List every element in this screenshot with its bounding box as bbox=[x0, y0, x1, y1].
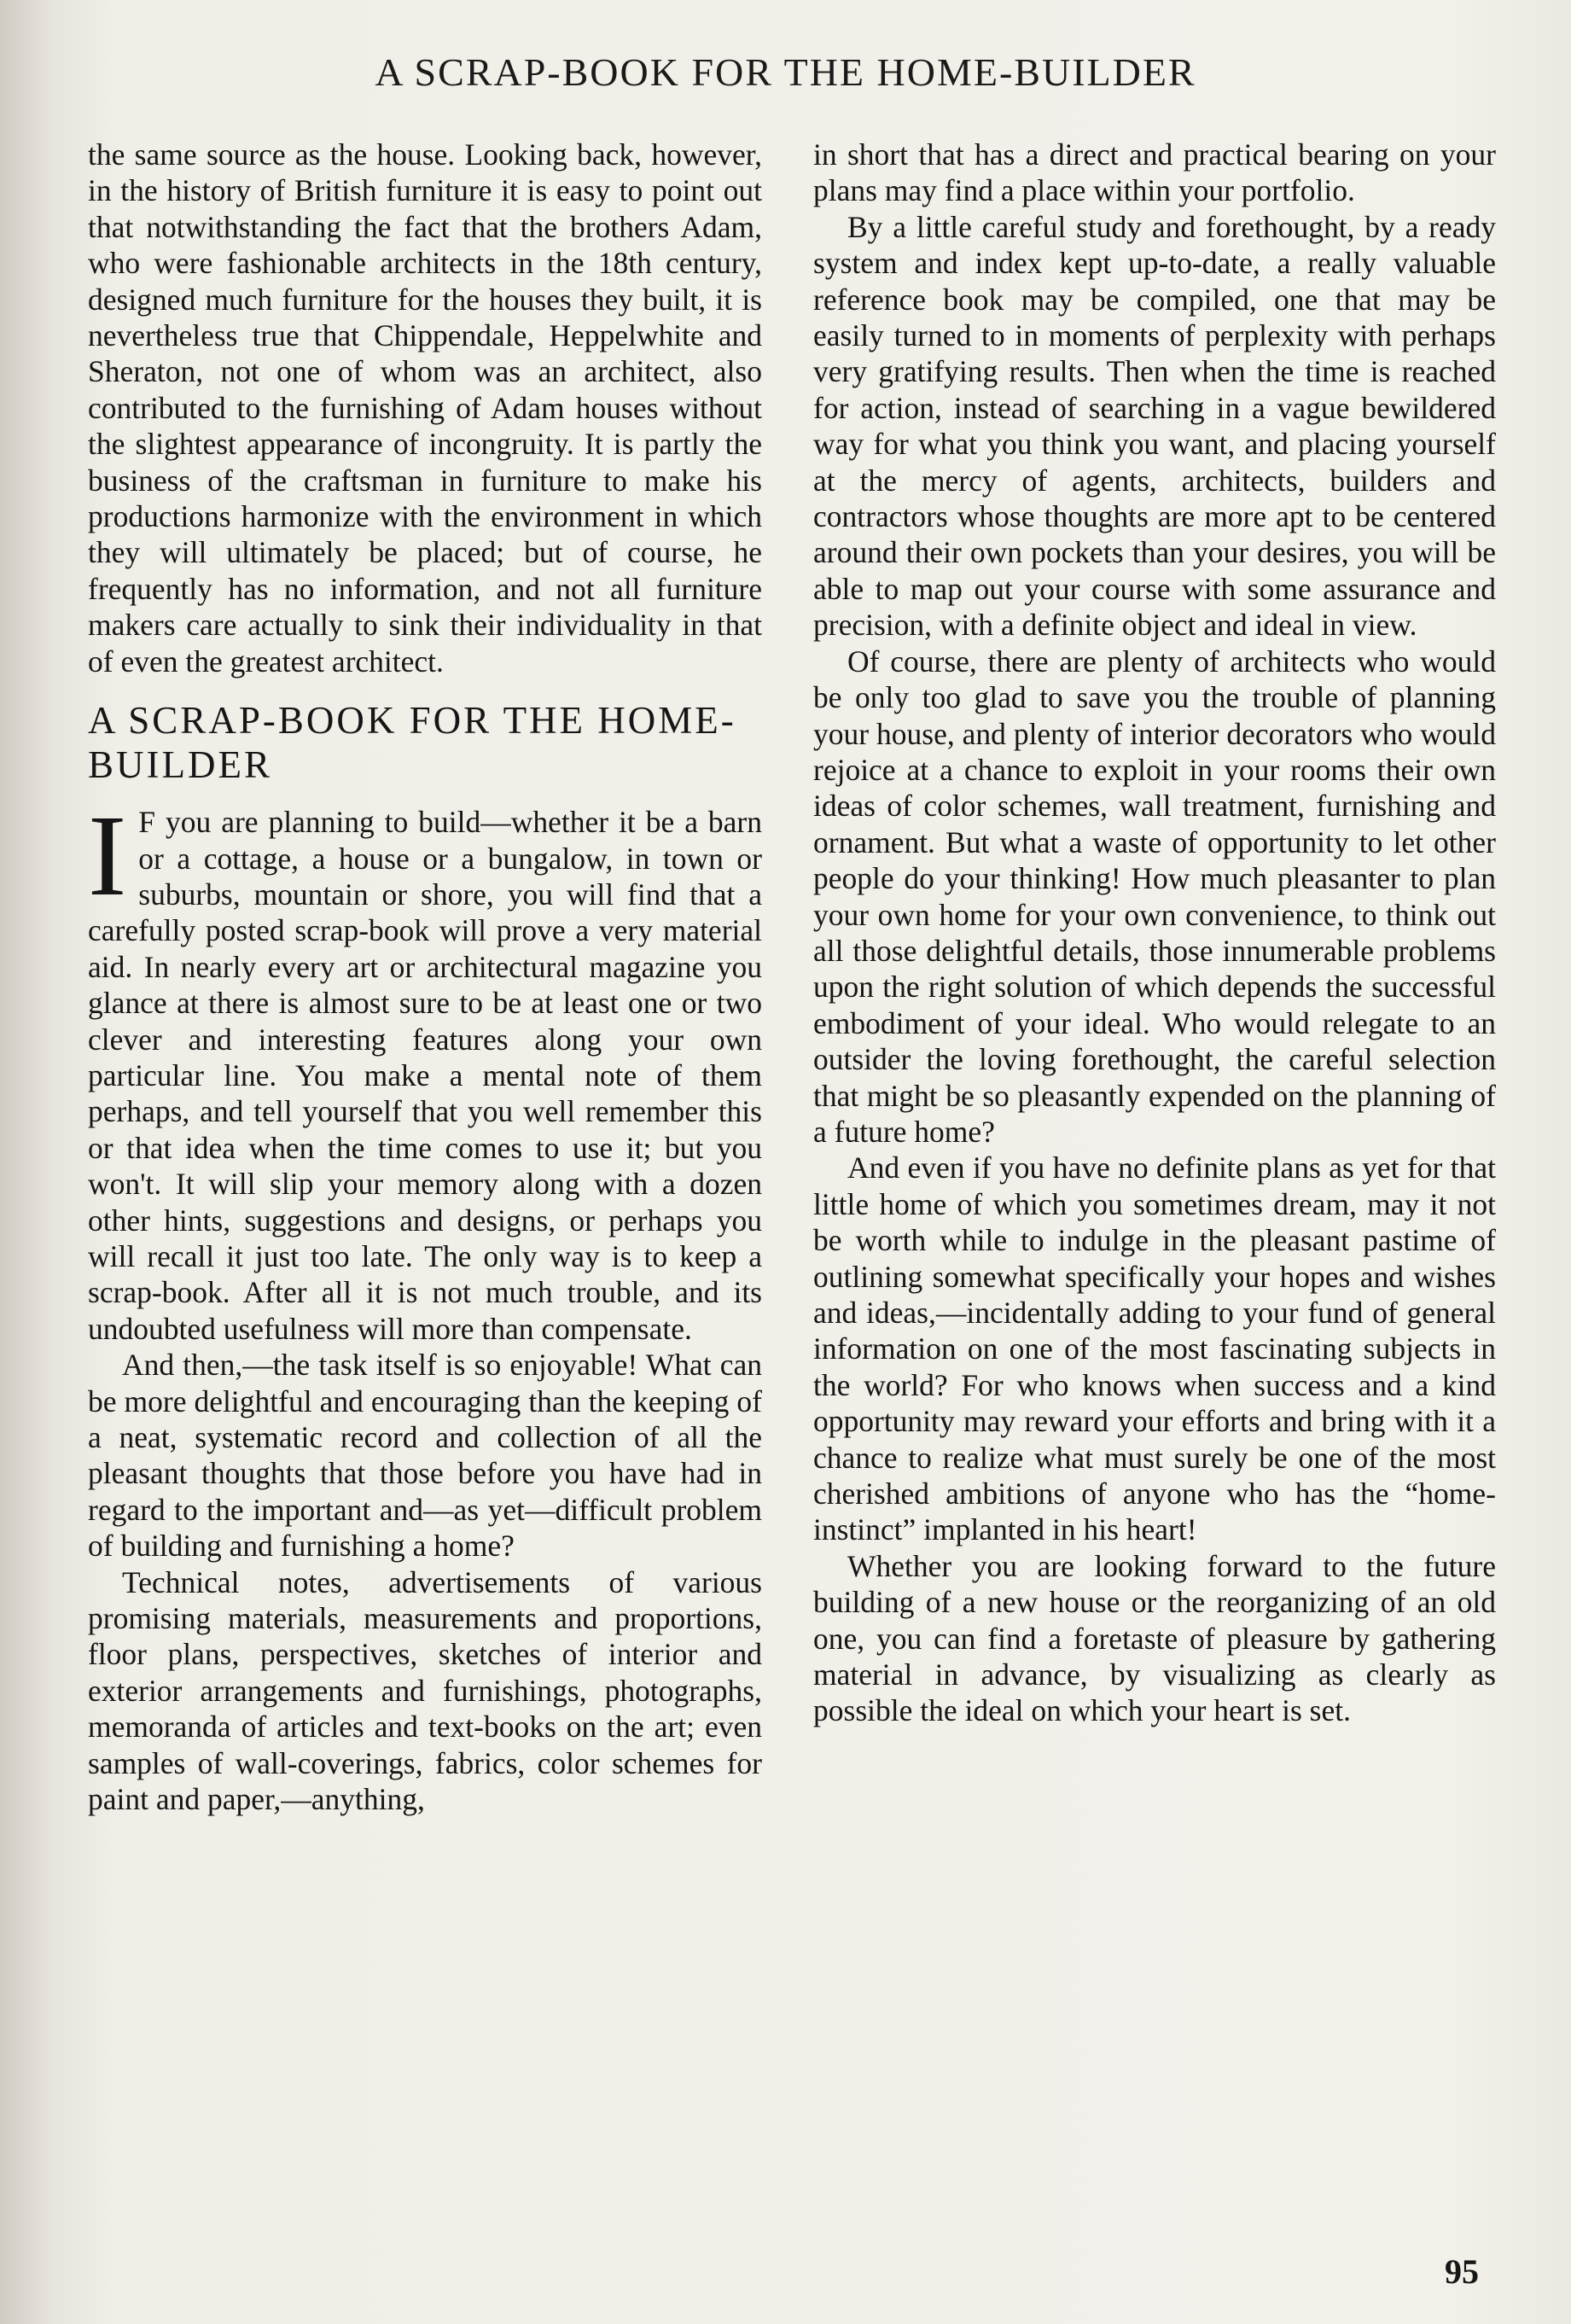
opening-paragraph-text: F you are planning to build—whether it be a barn or a cottage, a house or a bungalow, in town or suburbs, mountain or shore, you will find that a carefully posted scrap-book will prove a very material aid. In nearly every art or architectural magazine you glance at there is almost sure to be at least one or two clever and interesting features along your own particular line. You make a mental note of them perhaps, and tell yourself that you well remember this or that idea when the time comes to use it; but you won't. It will slip your memory along with a dozen other hints, suggestions and designs, or perhaps you will recall it just too late. The only way is to keep a scrap-book. After all it is not much trouble, and its undoubted usefulness will more than compensate. bbox=[88, 805, 762, 1346]
paragraph-dream-home: And even if you have no definite plans as yet for that little home of which you sometimes dream, may it not be worth while to indulge in the pleasant pastime of outlining somewhat specifically your hopes and wishes and ideas,—incidentally adding to your fund of general information on one of the most fascinating subjects in the world? For who knows when success and a kind opportunity may reward your efforts and bring with it a chance to realize what must surely be one of the most cherished ambitions of anyone who has the “home-instinct” implanted in his heart! bbox=[813, 1150, 1496, 1547]
paragraph-technical-notes: Technical notes, advertisements of various promising materials, measurements and proportions, floor plans, perspectives, sketches of interior and exterior arrangements and furnishings, photographs, memoranda of articles and text-books on the art; even samples of wall-coverings, fabrics, color schemes for paint and paper,—anything, bbox=[88, 1564, 762, 1817]
paragraph-closing: Whether you are looking forward to the future building of a new house or the reorganizing of an old one, you can find a foretaste of pleasure by gathering material in advance, by visualizing as clearly as possible the ideal on which your heart is set. bbox=[813, 1548, 1496, 1728]
opening-paragraph bbox=[88, 792, 762, 1347]
right-column bbox=[813, 137, 1496, 1729]
left-column bbox=[88, 137, 762, 1817]
drop-cap: I bbox=[88, 792, 127, 921]
paragraph-forethought: By a little careful study and forethought, by a ready system and index kept up-to-date, a really valuable reference book may be compiled, one that may be easily turned to in moments of perplexity with perhaps very gratifying results. Then when the time is reached for action, instead of searching in a vague bewildered way for what you think you want, and placing yourself at the mercy of agents, architects, builders and contractors whose thoughts are more apt to be centered around their own pockets than your desires, you will be able to map out your course with some assurance and precision, with a definite object and ideal in view. bbox=[813, 209, 1496, 643]
paragraph-enjoyable: And then,—the task itself is so enjoyable! What can be more delightful and encouraging than the keeping of a neat, systematic record and collection of all the pleasant thoughts that those before you have had in regard to the important and—as yet—difficult problem of building and furnishing a home? bbox=[88, 1348, 762, 1564]
paragraph-architects: Of course, there are plenty of architects who would be only too glad to save you the trouble of planning your house, and plenty of interior decorators who would rejoice at a chance to exploit in your rooms their own ideas of color schemes, wall treatment, furnishing and ornament. But what a waste of opportunity to let other people do your thinking! How much pleasanter to plan your own home for your own convenience, to think out all those delightful details, those innumerable problems upon the right solution of which depends the successful embodiment of your ideal. Who would relegate to an outsider the loving forethought, the careful selection that might be so pleasantly expended on the planning of a future home? bbox=[813, 644, 1496, 1149]
intro-paragraph: the same source as the house. Looking back, however, in the history of British furniture it is easy to point out that notwithstanding the fact that the brothers Adam, who were fashionable architects in the 18th century, designed much furniture for the houses they built, it is nevertheless true that Chippendale, Heppelwhite and Sheraton, not one of whom was an architect, also contributed to the furnishing of Adam houses without the slightest appearance of incongruity. It is partly the business of the craftsman in furniture to make his productions harmonize with the environment in which they will ultimately be placed; but of course, he frequently has no information, and not all furniture makers care actually to sink their individuality in that of even the greatest architect. bbox=[88, 137, 762, 679]
page-number: 95 bbox=[1445, 2252, 1479, 2291]
running-head: A SCRAP-BOOK FOR THE HOME-BUILDER bbox=[375, 50, 1196, 94]
section-heading: A SCRAP-BOOK FOR THE HOME-BUILDER bbox=[88, 699, 736, 787]
continued-paragraph: in short that has a direct and practical bearing on your plans may find a place within your portfolio. bbox=[813, 137, 1496, 208]
